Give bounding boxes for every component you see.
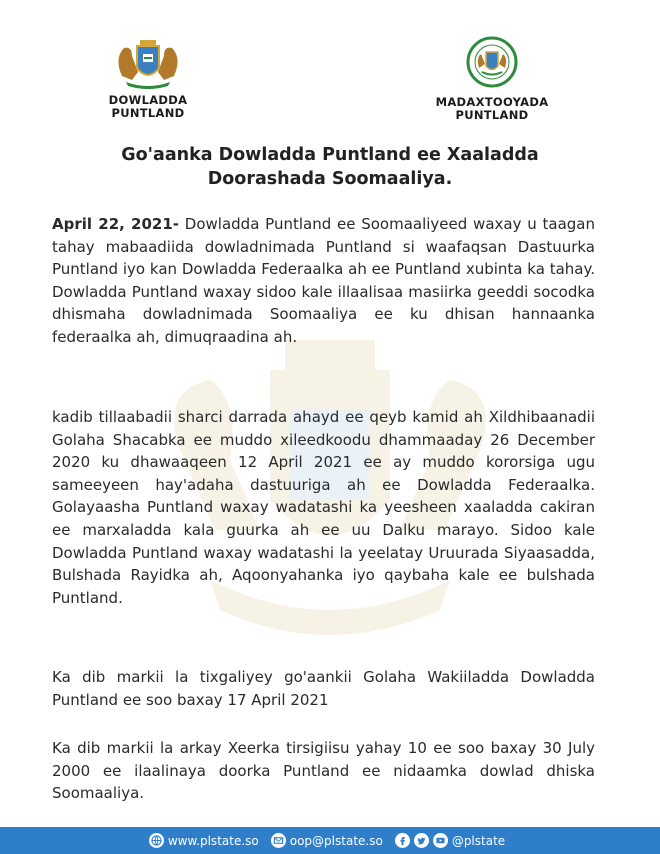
title-line-2: Doorashada Soomaaliya.	[207, 169, 453, 189]
presidency-logo	[432, 36, 552, 122]
statement-date: April 22, 2021-	[52, 215, 180, 233]
twitter-icon[interactable]	[414, 833, 429, 848]
puntland-coat-of-arms-icon	[108, 36, 188, 90]
footer-website[interactable]	[149, 833, 259, 848]
paragraph-4: Ka dib markii la arkay Xeerka tirsigiisu yahay 10 ee soo baxay 30 July 2000 ee ilaalinaya doorka Puntland ee nidaamka dowlad dhiska Soomaaliya.	[52, 739, 595, 803]
title-line-1: Go'aanka Dowladda Puntland ee Xaaladda	[121, 145, 539, 165]
facebook-icon[interactable]	[395, 833, 410, 848]
footer-email[interactable]	[271, 833, 383, 848]
document-title	[40, 143, 620, 191]
website-link[interactable]: www.plstate.so	[167, 833, 259, 848]
paragraph-3: Ka dib markii la tixgaliyey go'aankii Golaha Wakiiladda Dowladda Puntland ee soo baxay 17 April 2021	[52, 668, 595, 709]
presidency-seal-icon	[466, 36, 518, 88]
right-logo-line1: MADAXTOOYADA	[435, 95, 549, 109]
footer-social[interactable]	[395, 833, 505, 848]
puntland-government-logo	[104, 36, 192, 120]
footer-bar	[0, 827, 660, 854]
social-handle[interactable]: @plstate	[451, 833, 506, 848]
paragraph-1-text: Dowladda Puntland ee Soomaaliyeed waxay u taagan tahay mabaadiida dowladnimada Puntland si waafaqsan Dastuurka Puntland iyo kan Dowladda Federaalka ah ee Puntland xubinta ka tahay. Dowladda Puntland waxay sidoo kale illaalisaa masiirka geeddi socodka dhismaha dowladnimada Soomaaliya ee ku dhisan hannaanka federaalka ah, dimuqraadina ah.	[52, 215, 595, 346]
right-logo-line2: PUNTLAND	[455, 108, 529, 122]
left-logo-line2: PUNTLAND	[111, 106, 185, 120]
globe-icon	[149, 833, 164, 848]
youtube-icon[interactable]	[433, 833, 448, 848]
email-icon	[271, 833, 286, 848]
paragraph-1	[52, 213, 595, 349]
paragraph-2: kadib tillaabadii sharci darrada ahayd ee qeyb kamid ah Xildhibaanadii Golaha Shacabka ee muddo xileedkoodu dhammaaday 26 December 2020 ku dhawaaqeen 12 April 2021 ee ay muddo kororsiga ugu sameeyeen hay'adaha dastuuriga ah ee Dowladda Federaalka. Golayaasha Puntland waxay wadatashi ka yeesheen xaaladda cakiran ee marxaladda kala guurka ah ee uu Dalku marayo. Sidoo kale Dowladda Puntland waxay wadatashi la yeelatay Uruurada Siyaasadda, Bulshada Rayidka ah, Aqoonyahanka iyo qaybaha kale ee bulshada Puntland.	[52, 408, 595, 607]
left-logo-line1: DOWLADDA	[108, 93, 188, 107]
email-link[interactable]: oop@plstate.so	[289, 833, 383, 848]
